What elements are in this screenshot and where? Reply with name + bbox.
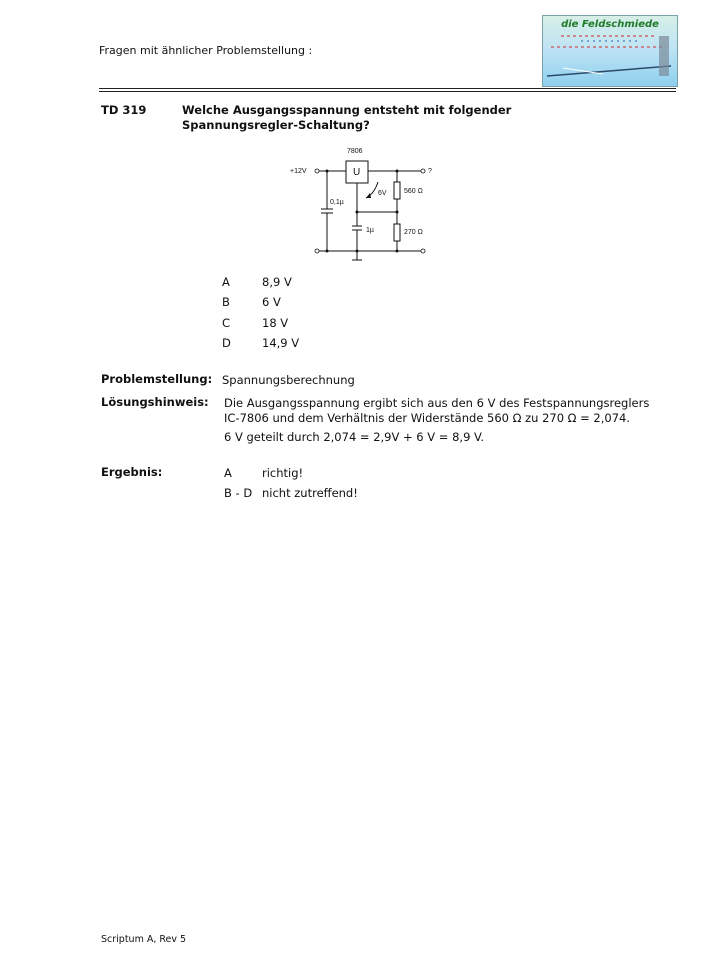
footer-text: Scriptum A, Rev 5	[101, 934, 187, 945]
logo-graphic	[543, 16, 677, 86]
header-rule-bottom	[99, 91, 676, 92]
answer-letter: A	[222, 275, 230, 289]
result-letter: A	[224, 466, 232, 480]
answer-value: 8,9 V	[262, 275, 292, 289]
hint-line-3: 6 V geteilt durch 2,074 = 2,9V + 6 V = 8,9 V.	[224, 430, 485, 444]
header-title: Fragen mit ähnlicher Problemstellung :	[99, 44, 313, 57]
hint-label: Lösungshinweis:	[101, 395, 209, 409]
feldschmiede-logo	[542, 15, 678, 87]
regulator-circuit-diagram	[286, 142, 446, 270]
resistor2-label: 270 Ω	[404, 229, 423, 236]
output-marker-label: ?	[428, 168, 432, 175]
regulator-label: 7806	[347, 148, 363, 155]
answer-value: 6 V	[262, 295, 281, 309]
regulator-symbol: U	[353, 167, 361, 178]
question-text: Welche Ausgangsspannung entsteht mit folgender Spannungsregler-Schaltung?	[182, 103, 512, 132]
problem-text: Spannungsberechnung	[222, 373, 355, 387]
answer-value: 14,9 V	[262, 336, 300, 350]
resistor1-label: 560 Ω	[404, 188, 423, 195]
hint-line-2: IC-7806 und dem Verhältnis der Widerstände 560 Ω zu 270 Ω = 2,074.	[224, 411, 630, 425]
result-letter: B - D	[224, 486, 253, 500]
capacitor1-label: 0,1µ	[330, 199, 344, 206]
hint-line-1: Die Ausgangsspannung ergibt sich aus den 6 V des Festspannungsreglers	[224, 396, 650, 410]
question-number: TD 319	[101, 103, 147, 117]
answer-value: 18 V	[262, 316, 289, 330]
answer-letter: C	[222, 316, 231, 330]
answer-letter: B	[222, 295, 230, 309]
result-text: nicht zutreffend!	[262, 486, 358, 500]
result-label: Ergebnis:	[101, 465, 163, 479]
input-voltage-label: +12V	[290, 168, 307, 175]
capacitor2-label: 1µ	[366, 227, 374, 234]
header-rule-top	[99, 88, 676, 89]
result-text: richtig!	[262, 466, 304, 480]
regulator-voltage-label: 6V	[378, 190, 387, 197]
answer-letter: D	[222, 336, 231, 350]
problem-label: Problemstellung:	[101, 372, 213, 386]
logo-title: die Feldschmiede	[561, 19, 659, 30]
